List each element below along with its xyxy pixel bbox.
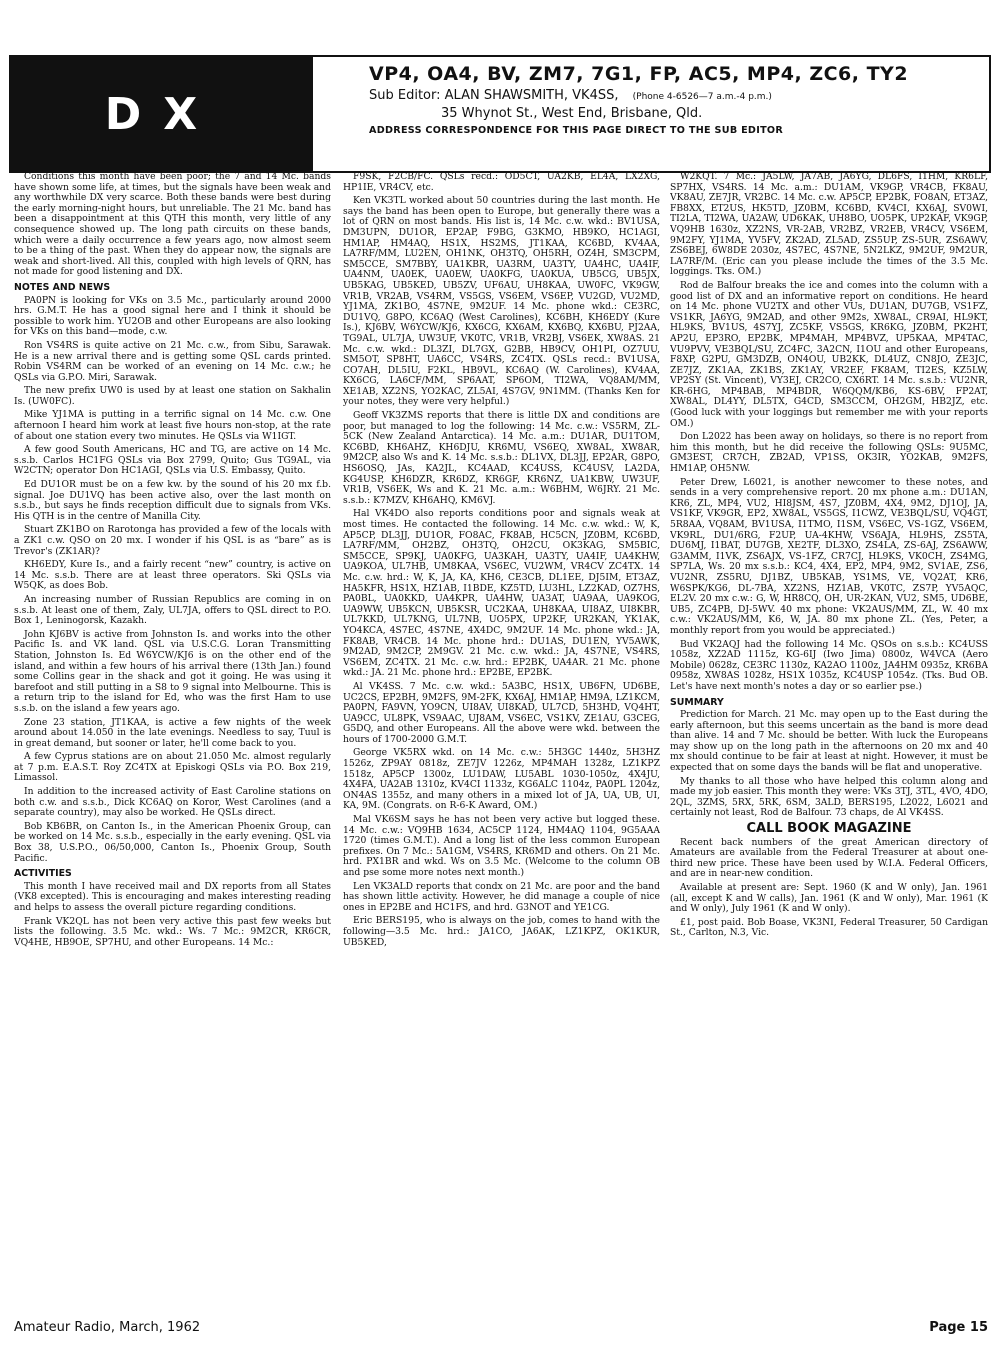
sub-editor: Sub Editor: ALAN SHAWSMITH, VK4SS, <box>369 88 619 103</box>
paragraph: Mike YJ1MA is putting in a terrific signal on 14 Mc. c.w. One afternoon I heard him work at least five hours non-stop, at the rate of about one station every two minutes. He QSLs via W1IGT. <box>14 409 331 442</box>
paragraph: Don L2022 has been away on holidays, so there is no report from him this month, but he did receive the following QSLs: 9U5MC, GM3EST, CR7CH, ZB2AD, VP1SS, OK3IR, YO2KAB, 9M2FS, HM1AP, OH5NW. <box>670 431 988 475</box>
page-footer <box>14 1320 988 1335</box>
section-title: DX <box>11 57 313 171</box>
paragraph: Ed DU1OR must be on a few kw. by the sound of his 20 mx f.b. signal. Joe DU1VQ has been active also, over the last month on s.s.b., but says he finds reception difficult due to signals from VKs. His QTH is in the centre of Manilla City. <box>14 479 331 522</box>
paragraph: Prediction for March. 21 Mc. may open up to the East during the early afternoon, but this seems uncertain as the band is more dead than alive. 14 and 7 Mc. should be better. With luck the Europeans may show up on the long path in the afternoons on 20 mx and 40 mx should continue to be fair at least at night. However, it must be expected that on some days the bands will be flat and unoperative. <box>670 709 988 774</box>
paragraph: KH6EDY, Kure Is., and a fairly recent “new” country, is active on 14 Mc. s.s.b. There are at least three operators. Ski QSLs via W5QK, as does Bob. <box>14 559 331 592</box>
section-heading: NOTES AND NEWS <box>14 281 111 293</box>
paragraph: Available at present are: Sept. 1960 (K and W only), Jan. 1961 (all, except K and W calls), Jan. 1961 (K and W only), Mar. 1961 (K and W only), July 1961 (K and W only). <box>670 882 988 915</box>
paragraph: A few good South Americans, HC and TG, are active on 14 Mc. s.s.b. Carlos HC1FG QSLs via Box 2799, Quito; Gus TG9AL, via W2CTN; operator Don HC1AGI, QSLs via U.S. Embassy, Quito. <box>14 444 331 477</box>
column-3 <box>670 172 988 1302</box>
paragraph: Stuart ZK1BO on Rarotonga has provided a few of the locals with a ZK1 c.w. QSO on 20 mx. I wonder if his QSL is as “bare” as is Trevor's (ZK1AR)? <box>14 524 331 557</box>
dx-header-box <box>9 55 991 173</box>
paragraph: Mal VK6SM says he has not been very active but logged these. 14 Mc. c.w.: VQ9HB 1634, AC5CP 1124, HM4AQ 1104, 9G5AAA 1720 (times G.M.T.). And a long list of the less common European prefixes. On 7 Mc.: 5A1GM, VS4RS, KR6MD and others. On 21 Mc. hrd. PX1BR and wkd. Ws on 3.5 Mc. (Welcome to the column OB and pse some more notes next month.) <box>343 814 660 878</box>
paragraph: This month I have received mail and DX reports from all States (VK8 excepted). This is encouraging and makes interesting reading and helps to assess the overall picture regarding conditions. <box>14 880 331 913</box>
sub-editor-line <box>369 88 979 103</box>
paragraph: Geoff VK3ZMS reports that there is little DX and conditions are poor, but managed to log the following: 14 Mc. c.w.: VS5RM, ZL-5CK (New Zealand Antarctica). 14 Mc. a.m.: DU1AR, DU1TOM, KC6BD, KH6AHZ, KH6DJU, KR6MU, VS6EQ, XW8AL, XW8AR, 9M2CP, also Ws and K. 14 Mc. s.s.b.: DL1VX, DL3JJ, EP2AR, G8PO, HS6OSQ, JAs, KA2JL, KC4AAD, KC4USS, KC4USV, LA2DA, KG4USP, KH6DZR, KR6DZ, KR6GF, KR6NZ, UA1KBW, UW3UF, VR1B, VS6EK, Ws and K. 21 Mc. a.m.: W6BHM, W6JRY. 21 Mc. s.s.b.: K7MZV, KH6AHQ, KM6VJ. <box>343 410 660 506</box>
paragraph: Bud VK2AQJ had the following 14 Mc. QSOs on s.s.b.: KC4USS 1058z, XZ2AD 1115z, KG-6IJ (Iwo Jima) 0800z, W4VCA (Aero Mobile) 0628z, CE3RC 1130z, KA2AO 1100z, JA4HM 0935z, KR6BA 0958z, XW8AS 1028z, HS1X 1035z, KC4USP 1054z. (Tks. Bud OB. Let's have next month's notes a day or so earlier pse.) <box>670 638 988 692</box>
correspondence-notice: ADDRESS CORRESPONDENCE FOR THIS PAGE DIRECT TO THE SUB EDITOR <box>369 125 784 136</box>
paragraph: Ken VK3TL worked about 50 countries during the last month. He says the band has been open to Europe, but generally there was a lot of QRN on most bands. His list is, 14 Mc. c.w. wkd.: BV1USA, DM3UPN, DU1OR, EP2AP, F9BG, G3KMO, HB9KO, HC1AGI, HM1AP, HM4AQ, HS1X, HS2MS, JT1KAA, KC6BD, KV4AA, LA7RF/MM, LU2EN, OH1NK, OH3TQ, OH5RH, OZ4H, SM3CPM, SM5CCE, SM7BBY, UA1KBR, UA3RM, UA3TY, UA4HC, UA4IF, UA4NM, UA0EK, UA0EW, UA0KFG, UA0KUA, UB5CG, UB5JX, UB5KAG, UB5KED, UB5ZV, UF6AU, UH8KAA, UW0FC, VK9GW, VR1B, VR2AB, VS4RM, VS5GS, VS6EM, VS6EP, VU2GD, VU2MD, YJ1MA, ZK1BO, 4S7NE, 9M2UF. 14 Mc. phone wkd.: CE3RC, DU1VQ, G8PO, KC6AQ (West Carolines), KC6BH, KH6EDY (Kure Is.), KJ6BV, W6YCW/KJ6, KX6CG, KX6AM, KX6BQ, KX6BU, PJ2AA, TG9AL, UL7JA, UW3UF, VK0TC, VR1B, VR2BJ, VS6EK, XW8AS. 21 Mc. c.w. wkd.: DL3ZI, DL7GX, G2BB, HB9CV, OH1PI, OZ7UU, SM5OT, SP8HT, UA6CC, VS4RS, ZC4TX. QSLs recd.: BV1USA, CO7AH, DL5IU, F2KL, HB9VL, KC6AQ (W. Carolines), KV4AA, KX6CG, LA6CF/MM, SP6AAT, SP6OM, TI2WA, VQ8AM/MM, XE1AB, XZ2NS, YO2KAC, ZL5AI, 4S7GV, 9N1MM. (Thanks Ken for your notes, they were very helpful.) <box>343 195 660 408</box>
page-number: Page 15 <box>929 1320 988 1335</box>
paragraph: My thanks to all those who have helped this column along and made my job easier. This month they were: VKs 3TJ, 3TL, 4VO, 4DO, 2QL, 3ZMS, 5RX, 5RK, 6SM, 3ALD, BERS195, L2022, L6021 and certainly not least, Rod de Balfour. 73 chaps, de Al VK4SS. <box>670 775 988 819</box>
paragraph: Ron VS4RS is quite active on 21 Mc. c.w., from Sibu, Sarawak. He is a new arrival there and is getting some QSL cards printed. Robin VS4RM can be worked of an evening on 14 Mc. c.w.; he QSLs via G.P.O. Miri, Sarawak. <box>14 339 331 383</box>
paragraph: W2KQT. 7 Mc.: JA5LW, JA7AB, JA6YG, DL6FS, I1HM, KR6LF, SP7HX, VS4RS. 14 Mc. a.m.: DU1AM, VK9GP, VR4CB, FK8AU, VK8AU, ZE7JR, VR2BC. 14 Mc. c.w. AP5CP, EP2BK, FO8AN, ET3AZ, FB8XX, ET2US, HK5TD, JZ0BM, KC6BD, KV4CI, KX6AJ, SV0WI, TI2LA, TI2WA, UA2AW, UD6KAK, UH8BO, UO5PK, UP2KAF, VK9GP, VQ9HB 1630z, XZ2NS, VR-2AB, VR2BZ, VR2EB, VR4CV, VS6EM, 9M2FY, YJ1MA, YV5FV, ZK2AD, ZL5AD, ZS5UP, ZS-5UR, ZS6AWV, ZS6BEJ, 6W8DE 2030z, 4S7EC, 4S7NE, 5N2LKZ, 9M2UF, 9M2UR, LA7RF/M. (Eric can you please include the times of the 3.5 Mc. loggings. Tks. OM.) <box>670 172 988 278</box>
paragraph: £1, post paid. Bob Boase, VK3NI, Federal Treasurer, 50 Cardigan St., Carlton, N.3, Vic. <box>670 916 988 939</box>
header-info <box>369 63 979 136</box>
paragraph: Conditions this month have been poor; the 7 and 14 Mc. bands have shown some life, at times, but the signals have been weak and any worthwhile DX very scarce. Both these bands were best during the early morning-night hours, but unreliable. The 21 Mc. band has been a disappointment at this QTH this month, very little of any consequence showed up. The long path circuits on these bands, which were a daily occurrence a few years ago, now almost seem to be a thing of the past. When they do appear now, the signals are weak and short-lived. All this, coupled with high levels of QRN, has not made for good listening and DX. <box>14 172 331 278</box>
prefix-list: VP4, OA4, BV, ZM7, 7G1, FP, AC5, MP4, ZC6, TY2 <box>369 63 909 85</box>
section-heading: ACTIVITIES <box>14 868 72 880</box>
phone: (Phone 4-6526—7 a.m.-4 p.m.) <box>632 92 772 102</box>
paragraph: PA0PN is looking for VKs on 3.5 Mc., particularly around 2000 hrs. G.M.T. He has a good signal here and I think it should be possible to work him. YU2OB and other Europeans are also looking for VKs on this band—mode, c.w. <box>14 294 331 338</box>
paragraph: John KJ6BV is active from Johnston Is. and works into the other Pacific Is. and VK land. QSL via U.S.C.G. Loran Transmitting Station, Johnston Is. Ed W6YCW/KJ6 is on the other end of the island, and within a few hours of his arrival there (13th Jan.) found some Collins gear in the shack and got it going. He was using it barefoot and still putting in a S8 to 9 signal into Melbourne. This is a return trip to the island for Ed, who was the first Ham to use s.s.b. on the island a few years ago. <box>14 628 331 714</box>
column-1 <box>14 172 331 1302</box>
column-2 <box>343 172 660 1302</box>
box-heading: CALL BOOK MAGAZINE <box>746 821 912 837</box>
paragraph: Recent back numbers of the great American directory of Amateurs are available from the Federal Treasurer at about one-third new price. These have been used by W.I.A. Federal Officers, and are in near-new condition. <box>670 836 988 880</box>
paragraph: Eric BERS195, who is always on the job, comes to hand with the following—3.5 Mc. hrd.: JA1CO, JA6AK, LZ1KPZ, OK1KUR, UB5KED, <box>343 915 660 948</box>
paragraph: An increasing number of Russian Republics are coming in on s.s.b. At least one of them, Zaly, UL7JA, offers to QSL direct to P.O. Box 1, Leninogorsk, Kazakh. <box>14 593 331 627</box>
paragraph: A few Cyprus stations are on about 21.050 Mc. almost regularly at 7 p.m. E.A.S.T. Roy ZC4TX at Episkogi QSLs via P.O. Box 219, Limassol. <box>14 751 331 784</box>
paragraph: Al VK4SS. 7 Mc. c.w. wkd.: 5A3BC, HS1X, UB6FN, UD6BE, UC2CS, EP2BH, 9M2FS, 9M-2FK, KX6AJ, HM1AP, HM9A, LZ1KCM, PA0PN, FA9VN, YO9CN, UI8AV, UI8KAD, UL7CD, 5H3HD, VQ4HT, UA9CC, UL8PK, VS9AAC, UJ8AM, VS6EC, VS1KV, ZE1AU, G3CEG, G5DQ, and other Europeans. All the above were wkd. between the hours of 1700-2000 G.M.T. <box>343 680 660 745</box>
publication-name: Amateur Radio, March, 1962 <box>14 1320 201 1335</box>
paragraph: Bob KB6BR, on Canton Is., in the American Phoenix Group, can be worked on 14 Mc. s.s.b., especially in the early evening. QSL via Box 38, U.S.P.O., 06/50,000, Canton Is., Phoenix Group, South Pacific. <box>14 820 331 864</box>
section-heading: SUMMARY <box>670 696 724 708</box>
paragraph: Zone 23 station, JT1KAA, is active a few nights of the week around about 14.050 in the late evenings. Needless to say, Tuul is in great demand, but sooner or later, he'll come back to you. <box>14 716 331 749</box>
paragraph: F9SK, F2CB/FC. QSLs recd.: OD5CT, UA2KB, EL4A, LX2XG, HP1IE, VR4CV, etc. <box>343 172 660 193</box>
paragraph: Rod de Balfour breaks the ice and comes into the column with a good list of DX and an informative report on conditions. He heard on 14 Mc. phone VU2TX and other VUs, DU1AN, DU7GB, VS1FZ, VS1KR, JA6YG, 9M2AD, and other 9M2s, XW8AL, CR9AI, HL9KT, HL9KS, BV1US, 4S7YJ, ZC5KF, VS5GS, KR6KG, JZ0BM, PK2HT, AP2U, EP3RO, EP2BK, MP4MAH, MP4BVZ, UP5KAA, MP4TAC, VU9PVV, VE3BQL/SU, ZC4FC, 3A2CN, I1OU and other Europeans, F8XP, G2PU, GM3DZB, ON4OU, UB2KK, DL4UZ, CN8JO, ZE3JC, ZE7JZ, ZK1AA, ZK1BS, ZK1AY, VR2EF, FK8AM, TI2ES, KZ5LW, VP2SY (St. Vincent), VY3EJ, CR2CO, CX6RT. 14 Mc. s.s.b.: VU2NR, KR-6HG, MP4BAB, MP4BDR, W6QQM/KB6, KS-6BV, FP2AT, XW8AL, DL4YY, DL5TX, G4CD, SM3CCM, OH2GM, HB2JZ, etc. (Good luck with your loggings but remember me with your reports OM.) <box>670 279 988 429</box>
paragraph: George VK5RX wkd. on 14 Mc. c.w.: 5H3GC 1440z, 5H3HZ 1526z, ZP9AY 0818z, ZE7JV 1226z, MP4MAH 1328z, LZ1KPZ 1518z, AP5CP 1300z, LU1DAW, LU5ABL 1030-1050z, 4X4JU, 4X4FA, UA2AB 1310z, KV4CI 1133z, KG6ALC 1104z, PA0PL 1204z, ON4AS 1355z, and many others in a mixed lot of JA, UA, UB, UI, KA, 9M. (Congrats. on R-6-K Award, OM.) <box>343 747 660 812</box>
paragraph: Frank VK2QL has not been very active this past few weeks but lists the following. 3.5 Mc. wkd.: Ws. 7 Mc.: 9M2CR, KR6CR, VQ4HE, HB9OE, SP7HU, and other Europeans. 14 Mc.: <box>14 915 331 948</box>
paragraph: Hal VK4DO also reports conditions poor and signals weak at most times. He contacted the following. 14 Mc. c.w. wkd.: W, K, AP5CP, DL3JJ, DU1OR, FO8AC, FK8AB, HC5CN, JZ0BM, KC6BD, LA7RF/MM, OH2BZ, OH3TQ, OH2CU, OK3KAG, SM5BIC, SM5CCE, SP9KJ, UA0KFG, UA3KAH, UA3TY, UA4IF, UA4KHW, UA9KOA, UL7HB, UM8KAA, VS6EC, VU2WM, VR4CV ZC4TX. 14 Mc. c.w. hrd.: W, K, JA, KA, KH6, CE3CB, DL1EE, DJ5IM, ET3AZ, HA5KFR, HS1X, HZ1AB, I1BDE, KZ5TD, LU3HL, LZ2KAD, OZ7HS, PA0BL, UA0KKD, UA4KPR, UA4HW, UA3AT, UA9AA, UA9KOG, UA9WW, UB5KCN, UB5KSR, UC2KAA, UH8KAA, UI8AZ, UI8KBR, UL7KKD, UL7KNG, UL7NB, UO5PX, UP2KF, UR2KAN, YK1AK, YO4KCA, 4S7EC, 4S7NE, 4X4DC, 9M2UF. 14 Mc. phone wkd.: JA, FK8AB, VR4CB. 14 Mc. phone hrd.: DU1AS, DU1EN, YV5AWK, 9M2AD, 9M2CP, 2M9GV. 21 Mc. c.w. wkd.: JA, 4S7NE, VS4RS, VS6EM, ZC4TX. 21 Mc. c.w. hrd.: EP2BK, UA4AR. 21 Mc. phone wkd.: JA. 21 Mc. phone hrd.: EP2BE, EP2BK. <box>343 508 660 679</box>
paragraph: In addition to the increased activity of East Caroline stations on both c.w. and s.s.b., Dick KC6AQ on Koror, West Carolines (and a separate country), may also be worked. He QSLs direct. <box>14 786 331 819</box>
paragraph: Peter Drew, L6021, is another newcomer to these notes, and sends in a very comprehensive report. 20 mx phone a.m.: DU1AN, KR6, ZL, MP4, VU2, HI8JSM, 4S7, JZ0BM, 4X4, 9M2, DJ1OJ, JA, VS1KF, VK9GR, EP2, XW8AL, VS5GS, I1CWZ, VE3BQL/SU, VQ4GT, 5R8AA, VQ8AM, BV1USA, I1TMO, I1SM, VS6EC, VS-1GZ, VS6EM, VK9RL, DU1/6RG, F2UP, UA-4KHW, VS6AJA, HL9HS, ZS5TA, DU6MJ, I1BAT, DU7GB, XE2TF, DL3XO, ZS4LA, ZS-6AJ, ZS6AWW, G3AMM, I1VK, ZS6AJX, VS-1FZ, CR7CJ, HL9KS, VK0CH, ZS4MG, SP7LA, Ws. 20 mx s.s.b.: KC4, 4X4, EP2, MP4, 9M2, SV1AE, ZS6, VU2NR, ZS5RU, DJ1BZ, UB5KAB, YS1MS, VE, VQ2AT, KR6, W6SPK/KG6, DL-7BA, XZ2NS, HZ1AB, VK0TC, ZS7P, YV5AQC, EL2V. 20 mx c.w.: G, W, HR8CQ, OH, UR-2KAN, VU2, SM5, UD6BE, UB5, ZC4PB, DJ-5WV. 40 mx phone: VK2AUS/MM, ZL, W. 40 mx c.w.: VK2AUS/MM, K6, W, JA. 80 mx phone ZL. (Yes, Peter, a monthly report from you would be appreciated.) <box>670 476 988 636</box>
editor-address: 35 Whynot St., West End, Brisbane, Qld. <box>441 106 703 121</box>
paragraph: The new prefix UW0 is used by at least one station on Sakhalin Is. (UW0FC). <box>14 385 331 407</box>
paragraph: Len VK3ALD reports that condx on 21 Mc. are poor and the band has shown little activity. However, he did manage a couple of nice ones in EP2BE and HC1FS, and hrd. G3NOT and YE1CG. <box>343 880 660 913</box>
